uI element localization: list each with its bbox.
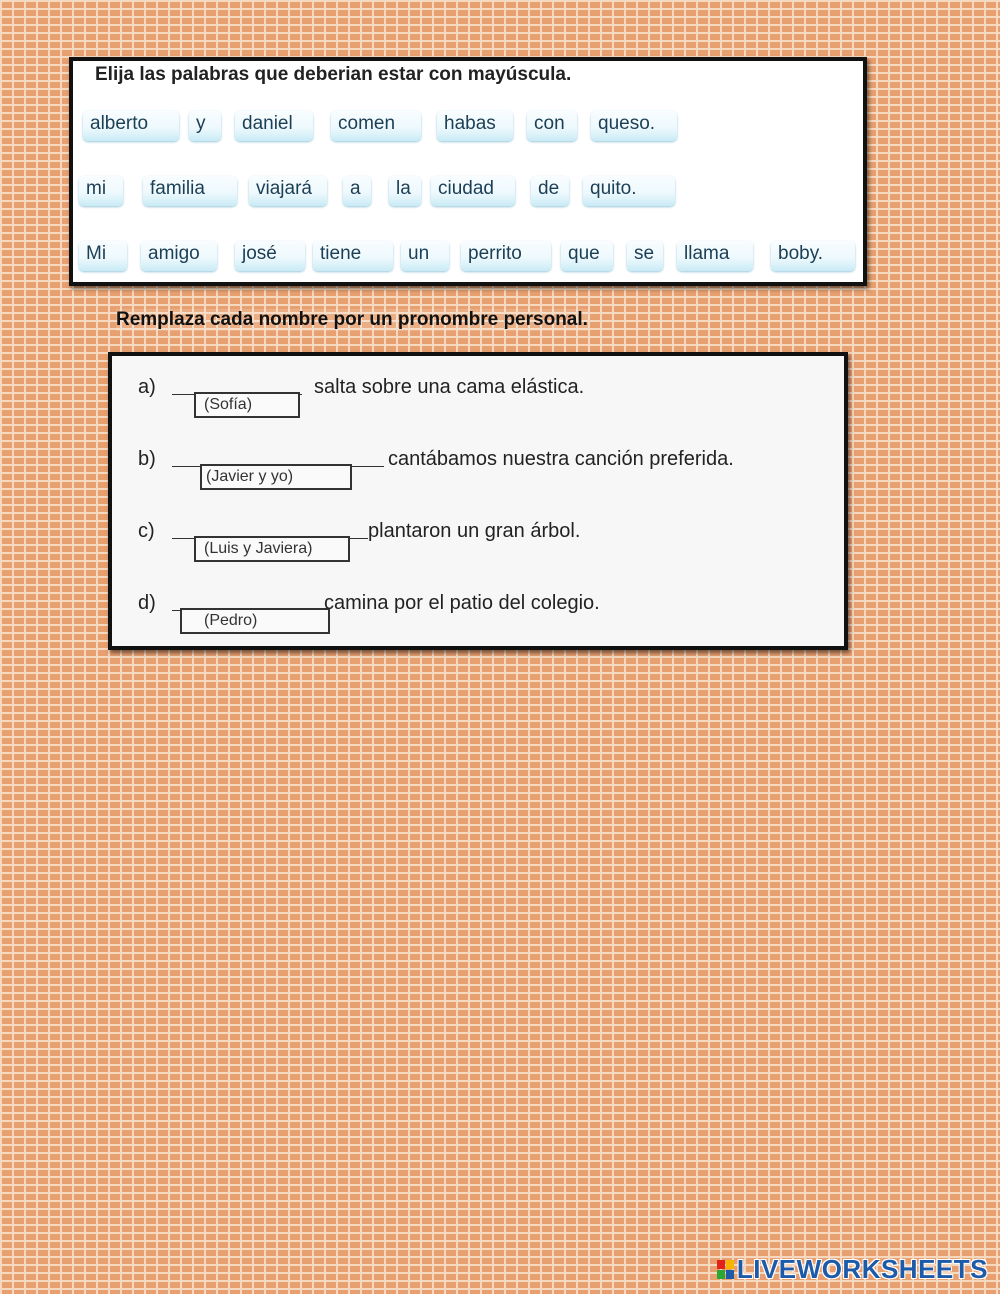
word-chip[interactable]: alberto [83,111,179,141]
logo-square-icon [726,1270,734,1279]
capitalization-instruction: Elija las palabras que deberian estar con mayúscula. [95,64,572,85]
item-letter: c) [138,520,155,542]
item-letter: a) [138,376,156,398]
capitalization-exercise-panel [69,57,867,286]
name-box: (Sofía) [194,392,300,418]
word-chip[interactable]: mi [79,176,123,206]
sentence-text: camina por el patio del colegio. [324,592,600,614]
word-chip[interactable]: y [189,111,221,141]
word-chip[interactable]: amigo [141,241,217,271]
word-row-3 [79,241,859,275]
word-chip[interactable]: Mi [79,241,127,271]
sentence-text: plantaron un gran árbol. [368,520,581,542]
logo-text: LIVEWORKSHEETS [736,1253,988,1284]
item-letter: d) [138,592,156,614]
word-chip[interactable]: boby. [771,241,855,271]
word-chip[interactable]: de [531,176,569,206]
logo-grid-icon [717,1260,734,1279]
word-chip[interactable]: un [401,241,449,271]
exercise-item-b [138,448,838,488]
word-chip[interactable]: queso. [591,111,677,141]
word-chip[interactable]: la [389,176,421,206]
word-chip[interactable]: perrito [461,241,551,271]
pronoun-exercise-title: Remplaza cada nombre por un pronombre personal. [116,309,588,330]
word-chip[interactable]: se [627,241,663,271]
sentence-text: cantábamos nuestra canción preferida. [388,448,734,470]
exercise-item-a [138,376,838,416]
exercise-item-c [138,520,838,560]
name-box: (Luis y Javiera) [194,536,350,562]
word-chip[interactable]: llama [677,241,753,271]
logo-square-icon [717,1260,725,1269]
name-box: (Javier y yo) [200,464,352,490]
logo-square-icon [717,1270,725,1279]
liveworksheets-logo [717,1254,988,1284]
sentence-text: salta sobre una cama elástica. [314,376,585,398]
word-chip[interactable]: tiene [313,241,393,271]
word-chip[interactable]: que [561,241,613,271]
word-row-2 [79,176,859,210]
word-chip[interactable]: viajará [249,176,327,206]
word-chip[interactable]: ciudad [431,176,515,206]
word-chip[interactable]: quito. [583,176,675,206]
word-chip[interactable]: con [527,111,577,141]
name-box: (Pedro) [180,608,330,634]
word-chip[interactable]: habas [437,111,513,141]
word-chip[interactable]: familia [143,176,237,206]
word-chip[interactable]: a [343,176,371,206]
pronoun-exercise-panel [108,352,848,650]
word-chip[interactable]: josé [235,241,305,271]
word-row-1 [79,111,859,145]
word-chip[interactable]: comen [331,111,421,141]
logo-square-icon [726,1260,734,1269]
exercise-item-d [138,592,838,632]
word-chip[interactable]: daniel [235,111,313,141]
item-letter: b) [138,448,156,470]
